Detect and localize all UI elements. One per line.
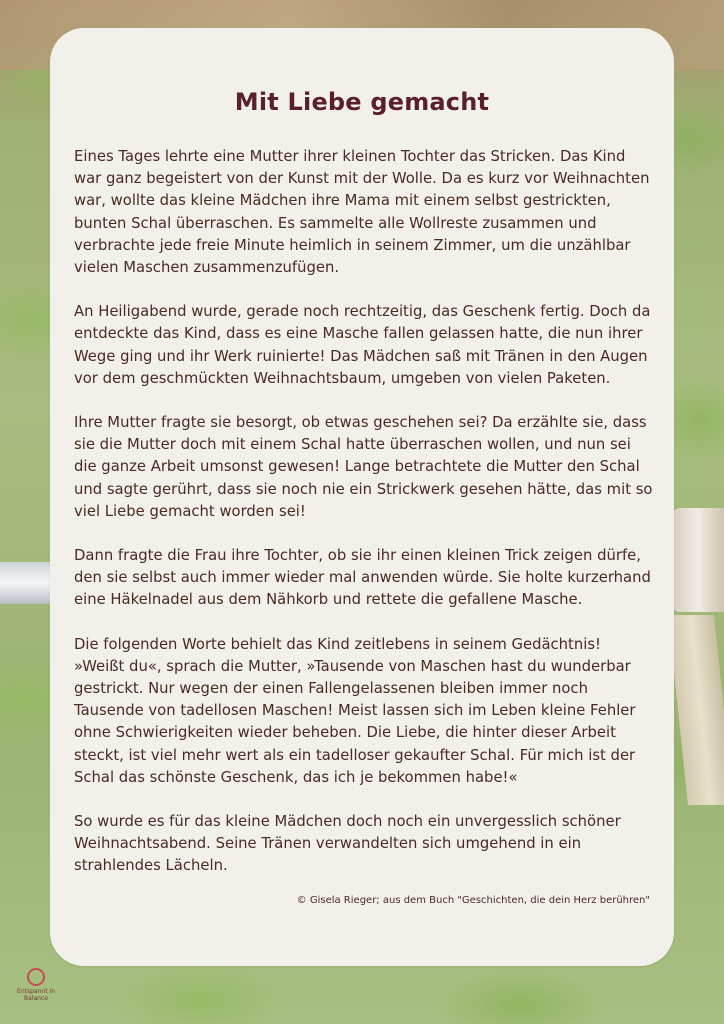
story-paragraph-5: Die folgenden Worte behielt das Kind zeitlebens in seinem Gedächtnis! »Weißt du«, sprach die Mutter, »Tausende von Maschen hast du wunderbar gestrickt. Nur wegen der einen Fallengelassenen bleiben immer noch Tausende von tadellosen Maschen! Meist lassen sich im Leben kleine Fehler ohne Schwierigkeiten wieder beheben. Die Liebe, die hinter dieser Arbeit steckt, ist viel mehr wert als ein tadelloser gekaufter Schal. Für mich ist der Schal das schönste Geschenk, das ich je bekommen habe!« <box>74 635 636 786</box>
lotus-icon <box>27 968 45 986</box>
story-card <box>50 28 674 966</box>
story-paragraph-6: So wurde es für das kleine Mädchen doch noch ein unvergesslich schöner Weihnachtsabend. Seine Tränen verwandelten sich umgehend in ein strahlendes Lächeln. <box>74 813 621 875</box>
story-paragraph-2: An Heiligabend wurde, gerade noch rechtzeitig, das Geschenk fertig. Doch da entdeckte das Kind, dass es eine Masche fallen gelassen hatte, die nun ihrer Wege ging und ihr Werk ruinierte! Das Mädchen saß mit Tränen in den Augen vor dem geschmückten Weihnachtsbaum, umgeben von vielen Paketen. <box>74 303 651 387</box>
brand-logo <box>14 968 58 1016</box>
copyright-credit: © Gisela Rieger; aus dem Buch "Geschichten, die dein Herz berühren" <box>296 895 650 906</box>
story-paragraph-1: Eines Tages lehrte eine Mutter ihrer kleinen Tochter das Stricken. Das Kind war ganz begeistert von der Kunst mit der Wolle. Da es kurz vor Weihnachten war, wollte das kleine Mädchen ihre Mama mit einem selbst gestrickten, bunten Schal überraschen. Es sammelte alle Wollreste zusammen und verbrachte jede freie Minute heimlich in seinem Zimmer, um die unzählbar vielen Maschen zusammenzufügen. <box>74 148 650 277</box>
story-text <box>74 146 654 900</box>
knitting-needle-left <box>0 562 52 604</box>
brand-logo-text: Entspannt in Balance <box>17 988 55 1002</box>
page-title: Mit Liebe gemacht <box>234 88 490 116</box>
story-paragraph-4: Dann fragte die Frau ihre Tochter, ob sie ihr einen kleinen Trick zeigen dürfe, den sie selbst auch immer wieder mal anwenden würde. Sie holte kurzerhand eine Häkelnadel aus dem Nähkorb und rettete die gefallene Masche. <box>74 547 651 609</box>
knitting-needle-right-lower <box>668 615 724 805</box>
knitting-needle-right <box>672 508 724 612</box>
story-paragraph-3: Ihre Mutter fragte sie besorgt, ob etwas geschehen sei? Da erzählte sie, dass sie die Mutter doch mit einem Schal hatte überraschen wollen, und nun sei die ganze Arbeit umsonst gewesen! Lange betrachtete die Mutter den Schal und sagte gerührt, dass sie noch nie ein Strickwerk gesehen hätte, das mit so viel Liebe gemacht worden sei! <box>74 414 653 520</box>
